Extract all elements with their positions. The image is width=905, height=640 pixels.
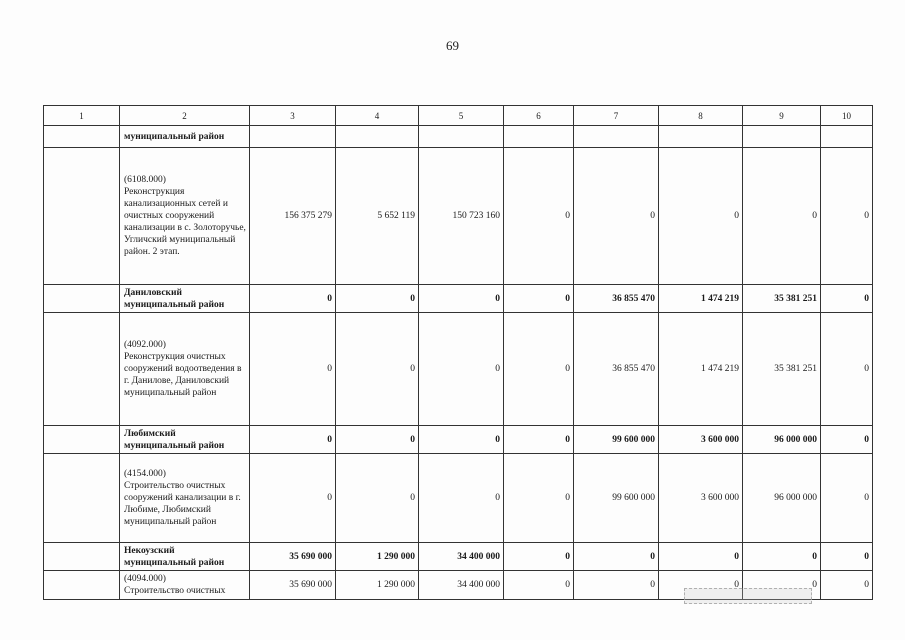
amount-cell: 0: [504, 454, 574, 543]
amount-cell: 0: [419, 426, 504, 454]
column-header: 8: [659, 106, 743, 126]
index-cell: [44, 313, 120, 426]
amount-cell: 0: [659, 543, 743, 571]
amount-cell: 0: [419, 454, 504, 543]
index-cell: [44, 148, 120, 285]
amount-cell: 96 000 000: [743, 426, 821, 454]
amount-cell: 0: [336, 313, 419, 426]
district-row: [44, 285, 873, 313]
amount-cell: 1 474 219: [659, 285, 743, 313]
stamp-mark: [684, 588, 812, 604]
amount-cell: 0: [821, 454, 873, 543]
amount-cell: 0: [574, 148, 659, 285]
amount-cell: 0: [821, 313, 873, 426]
amount-cell: 0: [574, 571, 659, 600]
district-name: Даниловский муниципальный район: [120, 285, 250, 313]
amount-cell: 156 375 279: [250, 148, 336, 285]
project-name: (4154.000) Строительство очистных сооружений канализации в г. Любиме, Любимский муниципальный район: [120, 454, 250, 543]
amount-cell: 0: [336, 454, 419, 543]
amount-cell: 0: [821, 285, 873, 313]
project-name: (4094.000) Строительство очистных: [120, 571, 250, 600]
amount-cell: 96 000 000: [743, 454, 821, 543]
amount-cell: 0: [250, 285, 336, 313]
project-row: [44, 148, 873, 285]
district-row: [44, 426, 873, 454]
amount-cell: 0: [504, 313, 574, 426]
amount-cell: [574, 126, 659, 148]
amount-cell: 36 855 470: [574, 285, 659, 313]
amount-cell: 0: [821, 426, 873, 454]
amount-cell: 5 652 119: [336, 148, 419, 285]
column-header: 6: [504, 106, 574, 126]
column-header: 9: [743, 106, 821, 126]
amount-cell: 0: [250, 454, 336, 543]
amount-cell: 0: [504, 543, 574, 571]
amount-cell: 3 600 000: [659, 426, 743, 454]
district-name: Некоузский муниципальный район: [120, 543, 250, 571]
amount-cell: [250, 126, 336, 148]
header-row: [44, 106, 873, 126]
amount-cell: 0: [504, 571, 574, 600]
amount-cell: 0: [504, 426, 574, 454]
column-header: 4: [336, 106, 419, 126]
amount-cell: 3 600 000: [659, 454, 743, 543]
column-header: 2: [120, 106, 250, 126]
amount-cell: [743, 126, 821, 148]
project-row: [44, 454, 873, 543]
column-header: 5: [419, 106, 504, 126]
amount-cell: 0: [250, 313, 336, 426]
amount-cell: 0: [821, 571, 873, 600]
column-header: 10: [821, 106, 873, 126]
amount-cell: 99 600 000: [574, 454, 659, 543]
amount-cell: 35 381 251: [743, 313, 821, 426]
project-name: (4092.000) Реконструкция очистных сооружений водоотведения в г. Данилове, Даниловский муниципальный район: [120, 313, 250, 426]
amount-cell: [821, 126, 873, 148]
district-row: [44, 543, 873, 571]
index-cell: [44, 285, 120, 313]
index-cell: [44, 126, 120, 148]
column-header: 7: [574, 106, 659, 126]
amount-cell: 0: [504, 285, 574, 313]
amount-cell: [336, 126, 419, 148]
amount-cell: 36 855 470: [574, 313, 659, 426]
district-name: Любимский муниципальный район: [120, 426, 250, 454]
amount-cell: 1 474 219: [659, 313, 743, 426]
amount-cell: 0: [504, 148, 574, 285]
page-number: 69: [446, 38, 459, 53]
project-name: (6108.000) Реконструкция канализационных сетей и очистных сооружений канализации в с. Золоторучье, Угличский муниципальный район. 2 этап.: [120, 148, 250, 285]
district-name: муниципальный район: [120, 126, 250, 148]
amount-cell: 1 290 000: [336, 543, 419, 571]
budget-table: [43, 105, 873, 600]
amount-cell: 0: [659, 571, 743, 600]
amount-cell: 0: [336, 285, 419, 313]
amount-cell: 0: [743, 148, 821, 285]
district-row: [44, 126, 873, 148]
index-cell: [44, 454, 120, 543]
amount-cell: 0: [336, 426, 419, 454]
index-cell: [44, 426, 120, 454]
amount-cell: 0: [821, 543, 873, 571]
amount-cell: 0: [821, 148, 873, 285]
amount-cell: 0: [419, 313, 504, 426]
amount-cell: 35 690 000: [250, 543, 336, 571]
amount-cell: 1 290 000: [336, 571, 419, 600]
index-cell: [44, 543, 120, 571]
amount-cell: [659, 126, 743, 148]
index-cell: [44, 571, 120, 600]
column-header: 1: [44, 106, 120, 126]
amount-cell: 34 400 000: [419, 543, 504, 571]
amount-cell: [504, 126, 574, 148]
column-header: 3: [250, 106, 336, 126]
amount-cell: 0: [659, 148, 743, 285]
amount-cell: 35 690 000: [250, 571, 336, 600]
amount-cell: 0: [743, 571, 821, 600]
amount-cell: 0: [574, 543, 659, 571]
amount-cell: [419, 126, 504, 148]
amount-cell: 0: [419, 285, 504, 313]
amount-cell: 0: [743, 543, 821, 571]
amount-cell: 0: [250, 426, 336, 454]
amount-cell: 34 400 000: [419, 571, 504, 600]
amount-cell: 35 381 251: [743, 285, 821, 313]
amount-cell: 150 723 160: [419, 148, 504, 285]
amount-cell: 99 600 000: [574, 426, 659, 454]
project-row: [44, 313, 873, 426]
